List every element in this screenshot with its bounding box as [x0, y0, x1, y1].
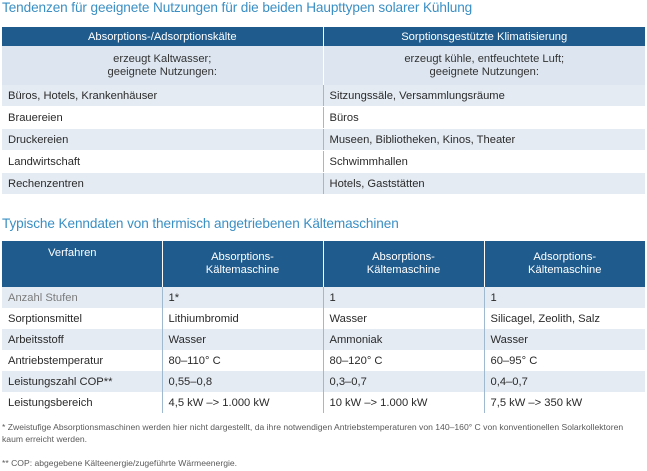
- table1-title: Tendenzen für geeignete Nutzungen für die beiden Haupttypen solarer Kühlung: [2, 0, 473, 15]
- header-line: Absorptions-: [211, 251, 274, 263]
- table-cell: 0,3–0,7: [323, 371, 484, 392]
- table-cell: Hotels, Gaststätten: [323, 173, 645, 195]
- table-row: [2, 129, 645, 151]
- table-cell: 0,4–0,7: [484, 371, 645, 392]
- table-cell: 80–110° C: [162, 350, 323, 371]
- table-cell: Druckereien: [2, 129, 323, 151]
- header-line: Kältemaschine: [366, 264, 441, 276]
- table-cell: 10 kW –> 1.000 kW: [323, 392, 484, 413]
- table-cell: 1: [323, 287, 484, 308]
- table-cell: Brauereien: [2, 107, 323, 129]
- table-cell: Ammoniak: [323, 329, 484, 350]
- table-row: [2, 392, 645, 413]
- row-label: Antriebstemperatur: [2, 350, 162, 371]
- table-cell: Wasser: [323, 308, 484, 329]
- subheader-line: geeignete Nutzungen:: [107, 65, 217, 78]
- header-line: Kältemaschine: [528, 264, 602, 276]
- table-row: [2, 308, 645, 329]
- table-cell: 80–120° C: [323, 350, 484, 371]
- table-cell: Büros, Hotels, Krankenhäuser: [2, 85, 323, 107]
- table-cell: Schwimmhallen: [323, 151, 645, 173]
- subheader-line: geeignete Nutzungen:: [429, 65, 539, 78]
- column-header: [484, 241, 645, 287]
- row-label: Arbeitsstoff: [2, 329, 162, 350]
- table-cell: Museen, Bibliotheken, Kinos, Theater: [323, 129, 645, 151]
- column-header: [162, 241, 323, 287]
- row-label: Leistungszahl COP**: [2, 371, 162, 392]
- row-label: Sorptionsmittel: [2, 308, 162, 329]
- table-row: [2, 151, 645, 173]
- table-cell: Lithiumbromid: [162, 308, 323, 329]
- table-cell: 0,55–0,8: [162, 371, 323, 392]
- subheader-cell: [2, 46, 323, 85]
- table-cell: Wasser: [484, 329, 645, 350]
- column-header: [2, 241, 162, 287]
- chiller-specs-table: [2, 241, 645, 413]
- header-line: Kältemaschine: [205, 264, 280, 276]
- column-header: [323, 241, 484, 287]
- table-row: [2, 287, 645, 308]
- table-cell: Landwirtschaft: [2, 151, 323, 173]
- table-header-row: [2, 27, 645, 46]
- header-line: Verfahren: [48, 247, 97, 259]
- table-header-row: [2, 241, 645, 287]
- table-row: [2, 85, 645, 107]
- table-row: [2, 329, 645, 350]
- table-row: [2, 371, 645, 392]
- table-cell: 1*: [162, 287, 323, 308]
- table-cell: Büros: [323, 107, 645, 129]
- solar-cooling-uses-table: [2, 27, 645, 195]
- row-label: Leistungsbereich: [2, 392, 162, 413]
- table-cell: 60–95° C: [484, 350, 645, 371]
- table-row: [2, 107, 645, 129]
- footnote-cop-definition: ** COP: abgegebene Kälteenergie/zugeführte Wärmeenergie.: [2, 458, 238, 468]
- table-cell: Rechenzentren: [2, 173, 323, 195]
- table-cell: 4,5 kW –> 1.000 kW: [162, 392, 323, 413]
- table-cell: Wasser: [162, 329, 323, 350]
- table-row: [2, 173, 645, 195]
- table2-title: Typische Kenndaten von thermisch angetriebenen Kältemaschinen: [2, 216, 399, 231]
- subheader-line: erzeugt Kaltwasser;: [113, 52, 212, 65]
- table-cell: Silicagel, Zeolith, Salz: [484, 308, 645, 329]
- header-line: Adsorptions-: [533, 251, 597, 263]
- table-cell: 7,5 kW –> 350 kW: [484, 392, 645, 413]
- column-header: Sorptionsgestützte Klimatisierung: [323, 27, 645, 46]
- table-row: [2, 350, 645, 371]
- subheader-cell: [323, 46, 645, 85]
- header-line: Absorptions-: [372, 251, 435, 263]
- column-header: Absorptions-/Adsorptionskälte: [2, 27, 323, 46]
- table-cell: Sitzungssäle, Versammlungsräume: [323, 85, 645, 107]
- row-label: Anzahl Stufen: [2, 287, 162, 308]
- subheader-line: erzeugt kühle, entfeuchtete Luft;: [404, 52, 565, 65]
- table-cell: 1: [484, 287, 645, 308]
- footnote-single-stage: * Zweistufige Absorptionsmaschinen werden hier nicht dargestellt, da ihre notwendigen Antriebstemperaturen von 140–160° C von konventionellen Solarkollektoren kaum erreicht werden.: [2, 422, 624, 444]
- table-subheader-row: [2, 46, 645, 85]
